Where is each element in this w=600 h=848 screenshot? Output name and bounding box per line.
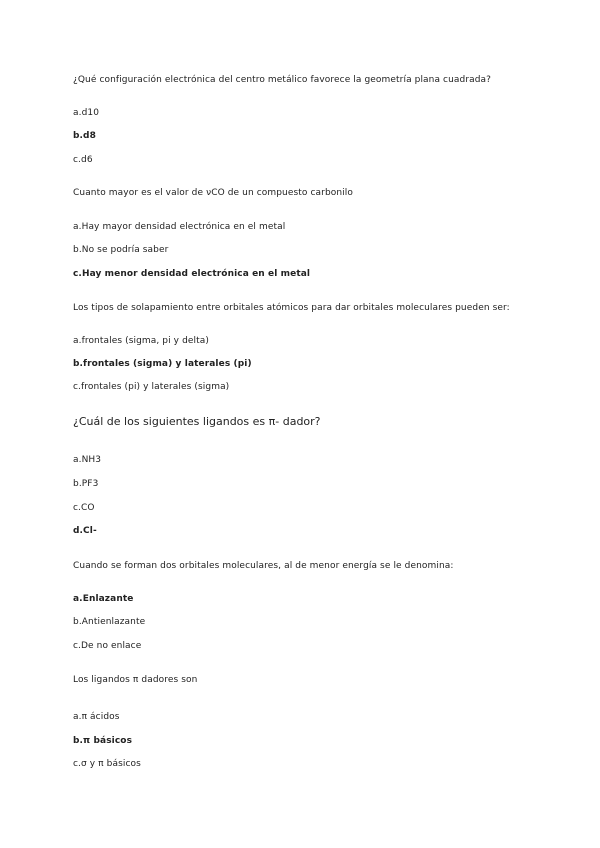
question-3-option-a: a.frontales (sigma, pi y delta) — [73, 336, 209, 346]
question-3-text: Los tipos de solapamiento entre orbitales atómicos para dar orbitales moleculares pueden ser: — [73, 303, 510, 313]
question-4-option-a: a.NH3 — [73, 455, 102, 465]
question-4-option-c: c.CO — [73, 503, 95, 513]
question-2-text: Cuanto mayor es el valor de νCO de un compuesto carbonilo — [73, 188, 353, 198]
question-5-option-a-correct: a.Enlazante — [73, 594, 134, 604]
question-4-option-d-correct: d.Cl- — [73, 526, 97, 536]
question-1-option-c: c.d6 — [73, 155, 93, 165]
question-6-text: Los ligandos π dadores son — [73, 675, 198, 685]
question-1-text: ¿Qué configuración electrónica del centro metálico favorece la geometría plana cuadrada? — [73, 75, 492, 85]
question-1-option-b-correct: b.d8 — [73, 131, 96, 141]
question-6-option-b-correct: b.π básicos — [73, 736, 133, 746]
question-4-option-b: b.PF3 — [73, 479, 99, 489]
question-3-option-b-correct: b.frontales (sigma) y laterales (pi) — [73, 359, 252, 369]
question-3-option-c: c.frontales (pi) y laterales (sigma) — [73, 382, 230, 392]
question-6-option-c: c.σ y π básicos — [73, 759, 141, 769]
question-2-option-b: b.No se podría saber — [73, 245, 169, 255]
question-6-option-a: a.π ácidos — [73, 712, 120, 722]
question-5-option-c: c.De no enlace — [73, 641, 142, 651]
question-2-option-c-correct: c.Hay menor densidad electrónica en el metal — [73, 269, 311, 279]
question-2-option-a: a.Hay mayor densidad electrónica en el metal — [73, 222, 286, 232]
question-5-option-b: b.Antienlazante — [73, 617, 146, 627]
question-1-option-a: a.d10 — [73, 108, 100, 118]
question-4-text: ¿Cuál de los siguientes ligandos es π- dador? — [73, 415, 321, 428]
question-5-text: Cuando se forman dos orbitales moleculares, al de menor energía se le denomina: — [73, 561, 454, 571]
